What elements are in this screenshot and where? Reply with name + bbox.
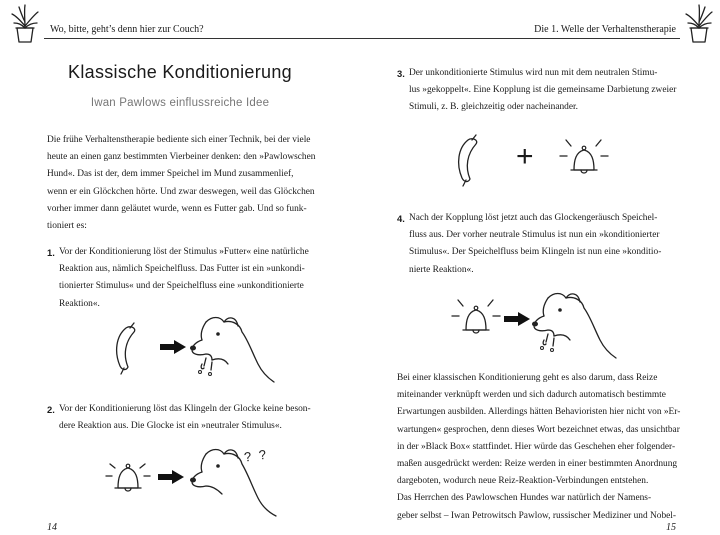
closing-paragraph [397, 370, 707, 525]
text-line: nierte Reaktion«. [409, 264, 474, 275]
running-head-left: Wo, bitte, geht’s denn hier zur Couch? [50, 24, 204, 35]
ringing-bell-icon [102, 454, 154, 498]
potted-plant-icon [8, 2, 42, 44]
step-2 [47, 401, 352, 435]
text-line: wenn er ein Glöckchen hörte. Und zwar deswegen, weil das Glöckchen [47, 186, 315, 197]
right-page [360, 0, 720, 535]
question-marks: ? ? [243, 446, 270, 465]
page-number-left: 14 [47, 522, 57, 533]
text-line: Die frühe Verhaltenstherapie bediente sich einer Technik, bei der viele [47, 135, 311, 145]
ringing-bell-icon [450, 296, 502, 340]
text-line: Erwartungen ausbilden. Allerdings hätten Behavioristen hier nicht von »Er- [397, 407, 681, 418]
potted-plant-icon [682, 2, 716, 44]
text-line: wartungen« gesprochen, denn dieses Wort bezeichnet etwas, das unsichtbar [397, 424, 680, 435]
step-3 [397, 65, 702, 117]
page-number-right: 15 [666, 522, 676, 533]
text-line: Der unkonditionierte Stimulus wird nun mit dem neutralen Stimu- [409, 68, 658, 78]
text-line: Nach der Kopplung löst jetzt auch das Glockengeräusch Speichel- [409, 213, 658, 223]
text-line: Reaktion«. [59, 298, 100, 309]
text-line: Vor der Konditionierung löst der Stimulus »Futter« eine natürliche [59, 247, 309, 257]
step-number: 2. [47, 404, 55, 415]
step-number: 1. [47, 247, 55, 258]
text-line: Vor der Konditionierung löst das Klingeln der Glocke keine beson- [59, 404, 311, 414]
text-line: tioniert es: [47, 221, 87, 232]
text-line: Das Herrchen des Pawlowschen Hundes war natürlich der Namens- [397, 493, 652, 504]
text-line: in der »Black Box« stattfindet. Hier würde das Geschehen eher folgender- [397, 441, 676, 452]
sausage-icon [454, 134, 488, 190]
step-4 [397, 210, 702, 279]
chapter-subtitle: Iwan Pawlows einflussreiche Idee [90, 97, 270, 109]
salivating-dog-icon [530, 288, 616, 360]
text-line: dargeboten, wodurch neue Reiz-Reaktion-Verbindungen entstehen. [397, 476, 649, 487]
text-line: Stimuli, z. B. gleichzeitig oder nacheinander. [409, 102, 578, 113]
text-line: Stimulus«. Der Speichelfluss beim Klingeln ist nun eine »konditio- [409, 247, 662, 258]
text-line: Bei einer klassischen Konditionierung geht es also darum, dass Reize [397, 373, 658, 383]
step-number: 3. [397, 68, 405, 79]
arrow-right-icon [158, 470, 184, 484]
text-line: dere Reaktion aus. Die Glocke ist ein »neutraler Stimulus«. [59, 421, 282, 432]
ringing-bell-icon [558, 136, 610, 180]
text-line: heute an einen ganz bestimmten Vierbeiner denken: den »Pawlowschen [47, 152, 316, 163]
text-line: Hund«. Das ist der, dem immer Speichel im Mund zusammenlief, [47, 169, 294, 180]
text-line: Reaktion aus, nämlich Speichelfluss. Das Futter ist ein »unkondi- [59, 264, 305, 275]
text-line: maßen ausgedrückt werden: Reize werden in einer bestimmten Anordnung [397, 459, 678, 470]
arrow-right-icon [504, 312, 530, 326]
chapter-title: Klassische Konditionierung [68, 62, 292, 82]
salivating-dog-icon [188, 312, 274, 384]
step-1 [47, 244, 352, 313]
text-line: lus »gekoppelt«. Eine Kopplung ist die gemeinsame Darbietung zweier [409, 85, 677, 96]
sausage-icon [112, 322, 146, 378]
arrow-right-icon [160, 340, 186, 354]
text-line: fluss aus. Der vorher neutrale Stimulus ist nun ein »konditionierter [409, 230, 660, 241]
header-rule-right [360, 38, 680, 39]
text-line: geber selbst – Iwan Petrowitsch Pawlow, russischer Mediziner und Nobel- [397, 510, 677, 521]
text-line: miteinander verknüpft werden und sich dadurch automatisch bestimmte [397, 390, 666, 401]
intro-paragraph [47, 132, 347, 235]
plus-sign: + [516, 140, 534, 173]
header-rule-left [44, 38, 360, 39]
text-line: vorher immer dann geläutet wurde, wenn es Futter gab. Und so funk- [47, 203, 307, 214]
step-number: 4. [397, 213, 405, 224]
text-line: tionierter Stimulus« und der Speichelfluss eine »unkonditionierte [59, 281, 304, 292]
running-head-right: Die 1. Welle der Verhaltenstherapie [534, 24, 676, 35]
